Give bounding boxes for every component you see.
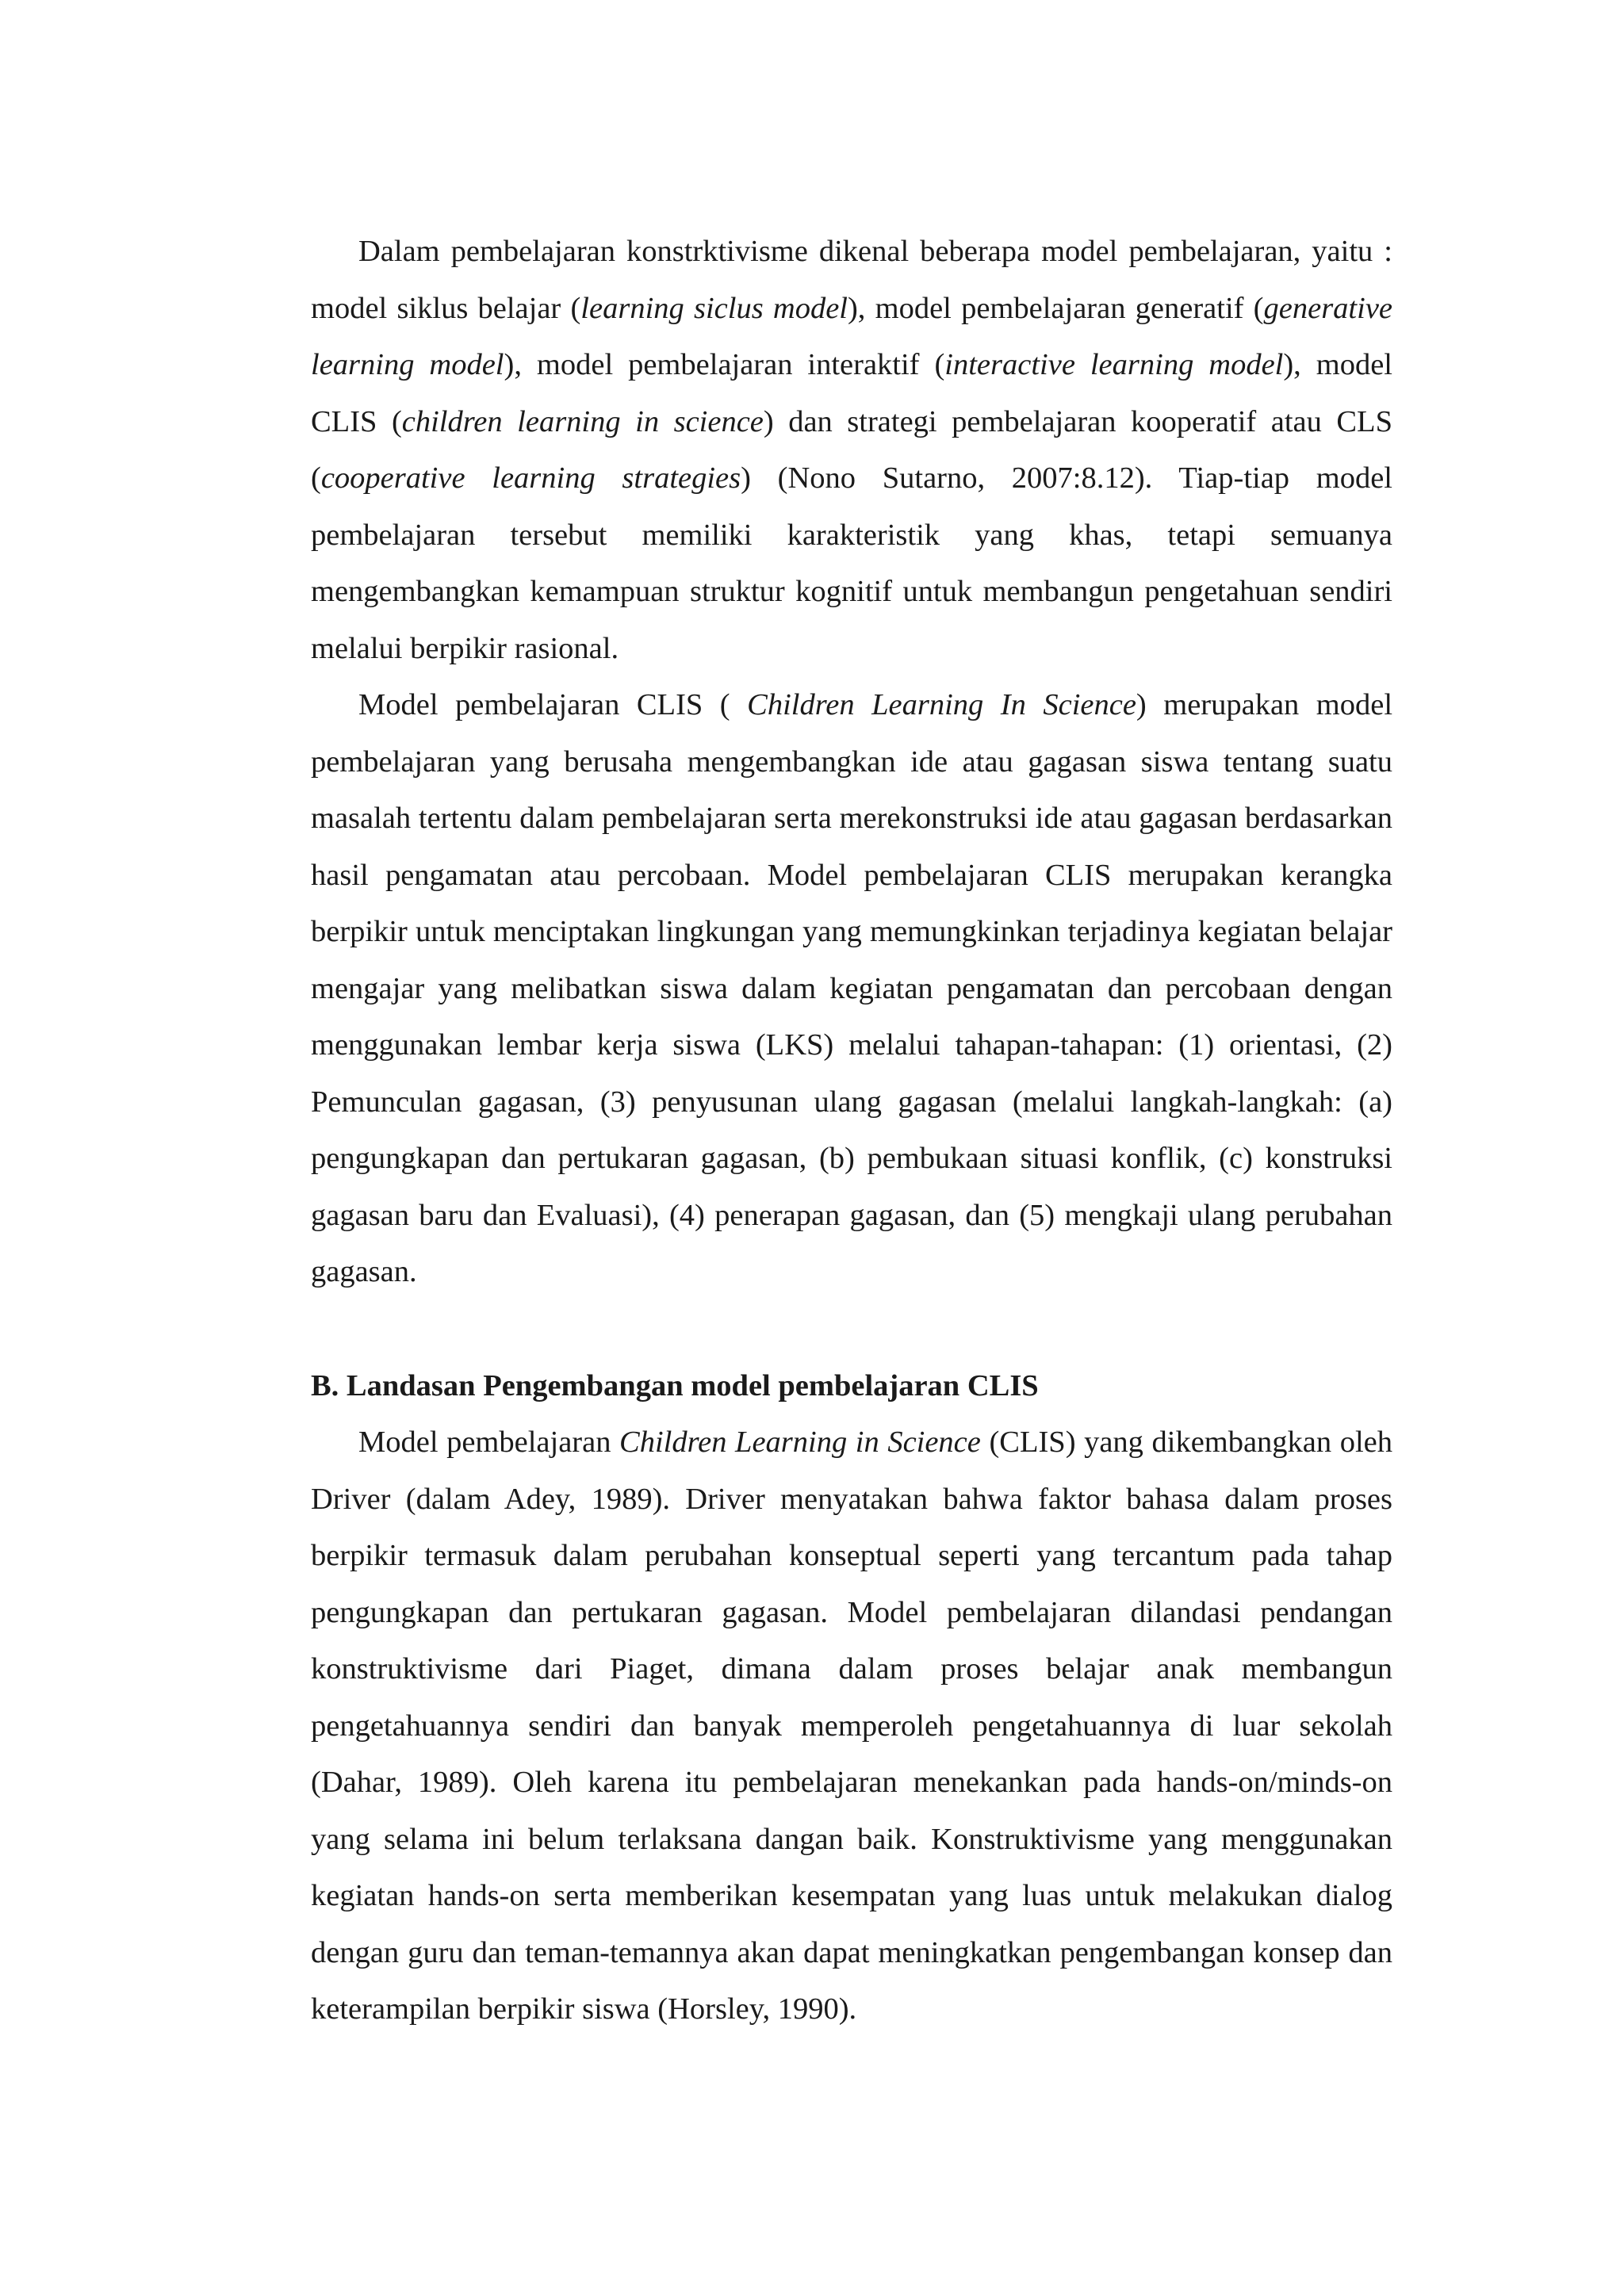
italic-term: interactive learning model	[944, 348, 1284, 381]
italic-term: generative learning model	[311, 291, 1392, 381]
text-run: ) merupakan model pembelajaran yang berusaha mengembangkan ide atau gagasan siswa tentang suatu masalah tertentu dalam pembelajaran serta merekonstruksi ide atau gagasan berdasarkan hasil pengamatan atau percobaan. Model pembelajaran CLIS merupakan kerangka berpikir untuk menciptakan lingkungan yang memungkinkan terjadinya kegiatan belajar mengajar yang melibatkan siswa dalam kegiatan pengamatan dan percobaan dengan menggunakan lembar kerja siswa (LKS) melalui tahapan-tahapan: (1) orientasi, (2) Pemunculan gagasan, (3) penyusunan ulang gagasan (melalui langkah-langkah: (a) pengungkapan dan pertukaran gagasan, (b) pembukaan situasi konflik, (c) konstruksi gagasan baru dan Evaluasi), (4) penerapan gagasan, dan (5) mengkaji ulang perubahan gagasan.	[311, 688, 1393, 1288]
italic-term: Children Learning In Science	[747, 688, 1136, 721]
italic-term: learning siclus model	[580, 291, 848, 325]
text-run: Model pembelajaran	[358, 1425, 620, 1459]
text-run: ), model CLIS (	[311, 348, 1392, 438]
text-run: ), model pembelajaran interaktif (	[504, 348, 945, 381]
text-run: ) dan strategi pembelajaran kooperatif atau CLS (	[311, 404, 1392, 495]
italic-term: Children Learning in Science	[619, 1425, 981, 1459]
paragraph-2	[311, 677, 1392, 1301]
document-page	[311, 224, 1392, 2038]
text-run: Dalam pembelajaran konstrktivisme dikenal beberapa model pembelajaran, yaitu : model siklus belajar (	[311, 235, 1392, 325]
section-heading: B. Landasan Pengembangan model pembelajaran CLIS	[311, 1368, 1039, 1402]
text-run: Model pembelajaran CLIS (	[358, 688, 748, 721]
text-run: (CLIS) yang dikembangkan oleh Driver (dalam Adey, 1989). Driver menyatakan bahwa faktor bahasa dalam proses berpikir termasuk dalam perubahan konseptual seperti yang tercantum pada tahap pengungkapan dan pertukaran gagasan. Model pembelajaran dilandasi pendangan konstruktivisme dari Piaget, dimana dalam proses belajar anak membangun pengetahuannya sendiri dan banyak memperoleh pengetahuannya di luar sekolah (Dahar, 1989). Oleh karena itu pembelajaran menekankan pada hands-on/minds-on yang selama ini belum terlaksana dangan baik. Konstruktivisme yang menggunakan kegiatan hands-on serta memberikan kesempatan yang luas untuk melakukan dialog dengan guru dan teman-temannya akan dapat meningkatkan pengembangan konsep dan keterampilan berpikir siswa (Horsley, 1990).	[311, 1425, 1393, 2026]
text-run: ) (Nono Sutarno, 2007:8.12). Tiap-tiap model pembelajaran tersebut memiliki karakteristik yang khas, tetapi semuanya mengembangkan kemampuan struktur kognitif untuk membangun pengetahuan sendiri melalui berpikir rasional.	[311, 461, 1392, 665]
text-run: ), model pembelajaran generatif (	[847, 291, 1264, 325]
paragraph-3	[311, 1414, 1392, 2038]
italic-term: cooperative learning strategies	[320, 461, 741, 495]
paragraph-1	[311, 224, 1392, 677]
italic-term: children learning in science	[401, 404, 764, 438]
